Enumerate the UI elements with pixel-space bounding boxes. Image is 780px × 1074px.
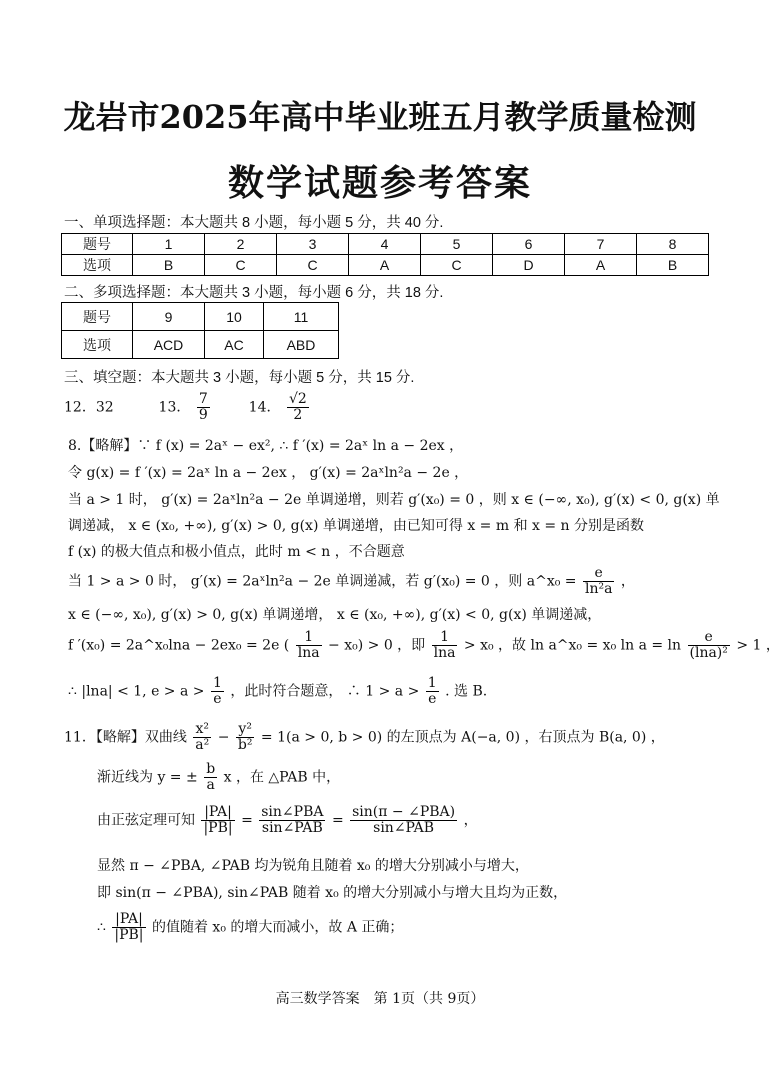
table-cell: 10 (205, 303, 264, 331)
table-cell: B (133, 255, 205, 276)
table-cell: 选项 (62, 331, 133, 359)
fraction (112, 912, 145, 943)
multi-choice-answer-table (61, 302, 339, 359)
solution8-line5: f (x) 的极大值点和极小值点，此时 m < n ，不合题意 (68, 544, 405, 560)
fraction-denominator: |PB| (203, 820, 233, 836)
fraction-numerator: x² (193, 722, 211, 738)
fraction-denominator: sin∠PAB (261, 820, 323, 836)
table-cell: 5 (421, 234, 493, 255)
solution11-line4: 显然 π − ∠PBA, ∠PAB 均为锐角且随着 x₀ 的增大分别减小与增大， (97, 858, 529, 874)
fraction-denominator: (lna)² (689, 645, 728, 661)
fraction-denominator: ln²a (584, 581, 613, 597)
answer-14-fraction (287, 392, 309, 423)
table-cell: 11 (264, 303, 339, 331)
answer-13-fraction (197, 392, 210, 423)
table-cell: A (349, 255, 421, 276)
solution8-line6 (68, 566, 635, 597)
solution11-line1 (64, 722, 665, 753)
table-cell: 9 (133, 303, 205, 331)
fraction (432, 630, 458, 661)
solution8-line3: 当 a > 1 时， g′(x) = 2aˣln²a − 2e 单调递增，则若 g′(x₀) = 0 ，则 x ∈ (−∞, x₀), g′(x) < 0, g(x) 单 (68, 492, 720, 508)
table-row (62, 234, 709, 255)
text-run: ∴ (97, 919, 106, 936)
fraction-denominator: lna (297, 645, 320, 661)
table-cell: 4 (349, 234, 421, 255)
section3-heading: 三、填空题：本大题共 3 小题，每小题 5 分，共 15 分. (64, 370, 415, 386)
answer-13-label: 13． (158, 399, 191, 416)
fraction-denominator: e (213, 691, 222, 707)
text-run: ∴ |lna| < 1, e > a > (68, 683, 205, 700)
fraction-numerator: 1 (212, 675, 222, 691)
solution8-line7: x ∈ (−∞, x₀), g′(x) > 0, g(x) 单调递增， x ∈ (x₀, +∞), g′(x) < 0, g(x) 单调递减， (68, 607, 602, 623)
text-run: 11．【略解】双曲线 (64, 729, 187, 746)
table-row (62, 303, 339, 331)
text-run: f ′(x₀) = 2a^x₀lna − 2ex₀ = 2e ( (68, 637, 290, 654)
table-cell: D (493, 255, 565, 276)
table-cell: 8 (637, 234, 709, 255)
table-cell: 7 (565, 234, 637, 255)
fraction-numerator: √2 (288, 391, 307, 407)
text-run: − (217, 729, 230, 746)
fraction-denominator: lna (433, 645, 456, 661)
fraction-denominator: e (428, 691, 437, 707)
fraction-numerator: |PA| (112, 912, 145, 928)
fraction-denominator: b² (237, 737, 253, 753)
solution11-line2 (97, 762, 340, 793)
table-row (62, 255, 709, 276)
fraction (296, 630, 322, 661)
table-cell: 1 (133, 234, 205, 255)
fraction (211, 676, 224, 707)
text-run: − x₀) > 0 ，即 (328, 637, 426, 654)
answer-12: 12．32 (64, 399, 114, 416)
fraction (688, 630, 730, 661)
text-run: 由正弦定理可知 (97, 812, 195, 829)
text-run: ，此时符合题意， ∴ 1 > a > (230, 683, 420, 700)
page-footer: 高三数学答案 第 1页（共 9页） (275, 991, 485, 1007)
table-cell: ABD (264, 331, 339, 359)
table-cell: 3 (277, 234, 349, 255)
table-cell: ACD (133, 331, 205, 359)
table-cell: 题号 (62, 303, 133, 331)
table-cell: C (277, 255, 349, 276)
fraction-numerator: 7 (198, 391, 208, 407)
table-cell: 6 (493, 234, 565, 255)
fraction-numerator: e (583, 566, 614, 582)
solution8-line4: 调递减， x ∈ (x₀, +∞), g′(x) > 0, g(x) 单调递增，由已知可得 x = m 和 x = n 分别是函数 (68, 518, 645, 534)
text-run: ， (620, 573, 635, 590)
solution11-line3 (97, 805, 478, 836)
fraction-denominator: sin∠PAB (373, 820, 435, 836)
fraction-numerator: sin∠PBA (261, 804, 324, 820)
fill-in-answers (64, 392, 311, 423)
fraction-numerator: y² (236, 722, 255, 738)
table-cell: B (637, 255, 709, 276)
table-cell: 题号 (62, 234, 133, 255)
text-run: 渐近线为 y = ± (97, 769, 198, 786)
section2-heading: 二、多项选择题：本大题共 3 小题，每小题 6 分，共 18 分. (64, 285, 444, 301)
fraction-numerator: sin(π − ∠PBA) (352, 804, 456, 820)
fraction (193, 722, 211, 753)
table-cell: 选项 (62, 255, 133, 276)
solution8-line9 (68, 676, 487, 707)
text-run: > x₀ ，故 ln a^x₀ = x₀ ln a = ln (463, 637, 682, 654)
text-run: = (241, 812, 253, 829)
solution8-line8 (68, 630, 780, 661)
table-row (62, 331, 339, 359)
fraction (259, 805, 325, 836)
fraction (426, 676, 439, 707)
text-run: > 1 ， (736, 637, 780, 654)
text-run: = 1(a > 0, b > 0) 的左顶点为 A(−a, 0) ，右顶点为 B(a, 0) ， (260, 729, 665, 746)
table-cell: 2 (205, 234, 277, 255)
text-run: . 选 B. (445, 683, 488, 700)
table-cell: A (565, 255, 637, 276)
section1-heading: 一、单项选择题：本大题共 8 小题，每小题 5 分，共 40 分. (64, 215, 444, 231)
solution11-line6 (97, 912, 403, 943)
fraction-numerator: 1 (432, 630, 458, 646)
fraction-numerator: 1 (427, 675, 437, 691)
text-run: x ，在 △PAB 中， (223, 769, 341, 786)
solution11-line5: 即 sin(π − ∠PBA), sin∠PAB 随着 x₀ 的增大分别减小与增大且均为正数， (97, 885, 568, 901)
fraction-denominator: 2 (293, 407, 303, 423)
table-cell: AC (205, 331, 264, 359)
solution8-line2: 令 g(x) = f ′(x) = 2aˣ ln a − 2ex ， g′(x) = 2aˣln²a − 2e ， (68, 465, 469, 481)
answer-14-label: 14． (248, 399, 281, 416)
fraction-numerator: e (688, 630, 730, 646)
text-run: 的值随着 x₀ 的增大而减小，故 A 正确； (151, 919, 404, 936)
fraction-denominator: 9 (198, 407, 208, 423)
text-run: = (331, 812, 344, 829)
table-cell: C (205, 255, 277, 276)
text-run: 当 1 > a > 0 时， g′(x) = 2aˣln²a − 2e 单调递减，若 g′(x₀) = 0 ，则 a^x₀ = (68, 573, 577, 590)
fraction-numerator: b (206, 761, 216, 777)
fraction (236, 722, 255, 753)
fraction (204, 762, 217, 793)
fraction-denominator: a (206, 777, 215, 793)
text-run: ， (463, 812, 478, 829)
table-cell: C (421, 255, 493, 276)
fraction (201, 805, 234, 836)
document-title: 龙岩市2025年高中毕业班五月教学质量检测 (63, 98, 697, 136)
fraction-numerator: |PA| (201, 805, 234, 821)
fraction (350, 805, 457, 836)
fraction-denominator: a² (195, 737, 210, 753)
fraction-numerator: 1 (296, 630, 322, 646)
single-choice-answer-table (61, 233, 709, 276)
fraction (583, 566, 614, 597)
solution8-line1: 8.【略解】∵ f (x) = 2aˣ − ex², ∴ f ′(x) = 2aˣ ln a − 2ex ， (68, 438, 464, 454)
document-subtitle: 数学试题参考答案 (227, 162, 532, 204)
fraction-denominator: |PB| (114, 927, 144, 943)
